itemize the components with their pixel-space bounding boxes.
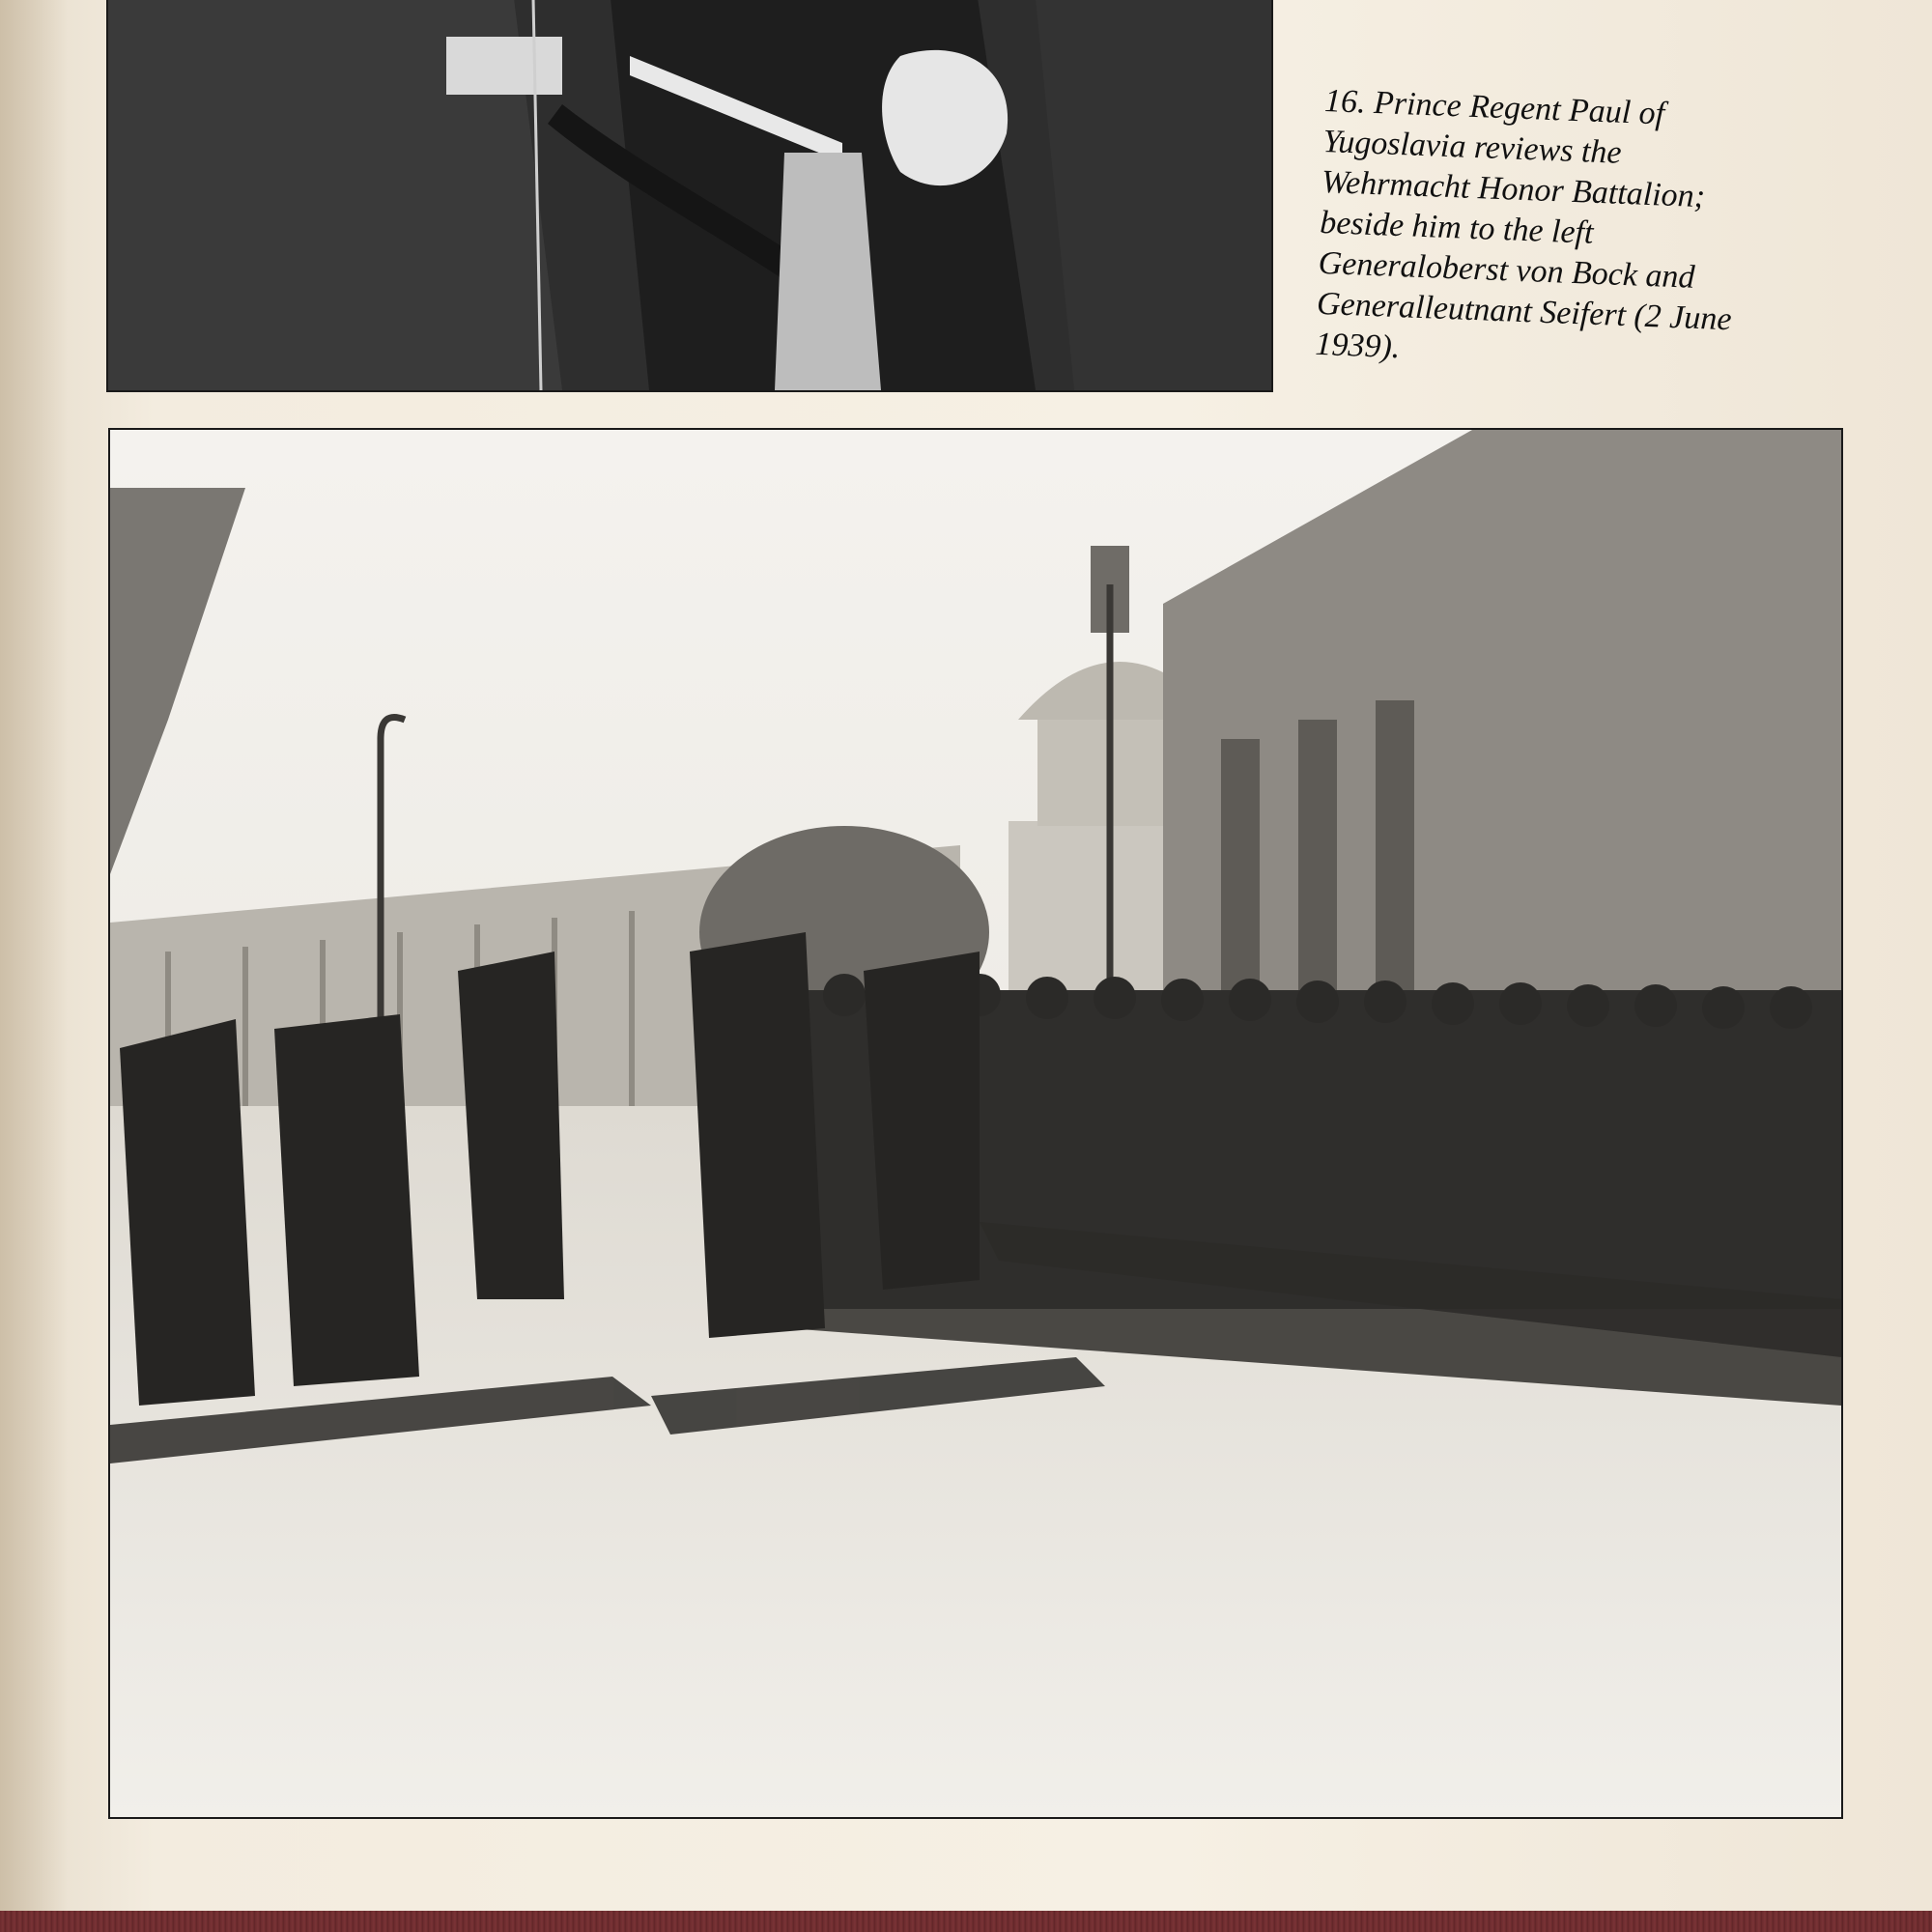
caption-line: Wehrmacht Honor Battalion; xyxy=(1321,163,1706,215)
page-gutter-shadow xyxy=(0,0,68,1911)
caption-line: 16. Prince Regent Paul of xyxy=(1323,82,1665,132)
caption-line: Yugoslavia reviews the xyxy=(1321,123,1623,171)
top-photograph xyxy=(106,0,1273,392)
caption-line: Generaloberst von Bock and xyxy=(1318,244,1696,296)
parade-photograph xyxy=(108,428,1843,1819)
caption-line: beside him to the left xyxy=(1319,204,1595,251)
photo-caption xyxy=(1315,81,1789,383)
caption-line: Generalleutnant Seifert (2 June xyxy=(1316,285,1733,338)
book-cover-edge xyxy=(0,1911,1932,1932)
caption-line: 1939). xyxy=(1314,326,1402,366)
